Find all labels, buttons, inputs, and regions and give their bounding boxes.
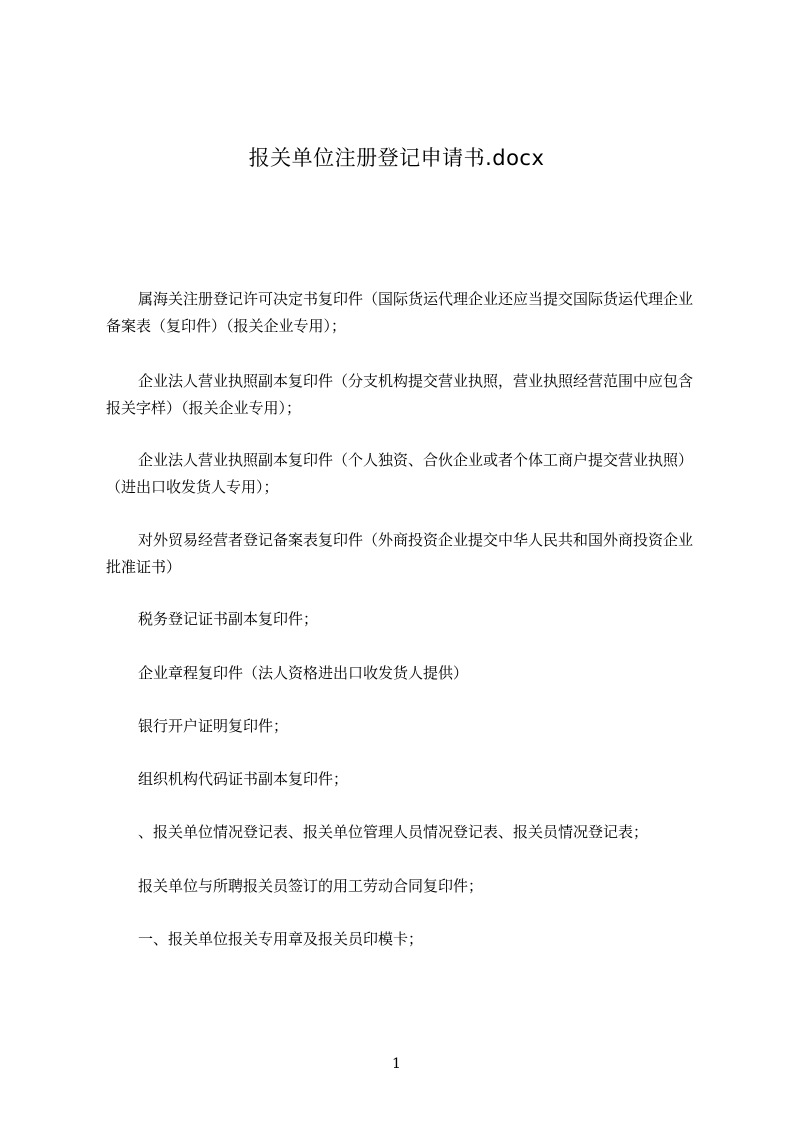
paragraph-1: 属海关注册登记许可决定书复印件（国际货运代理企业还应当提交国际货运代理企业备案表（复印件）（报关企业专用）； bbox=[106, 290, 694, 335]
paragraph-2: 企业法人营业执照副本复印件（分支机构提交营业执照，营业执照经营范围中应包含报关字样）（报关企业专用）； bbox=[106, 372, 694, 417]
paragraph-11: 一、报关单位报关专用章及报关员印模卡； bbox=[138, 930, 424, 948]
paragraph-3: 企业法人营业执照副本复印件（个人独资、合伙企业或者个体工商户提交营业执照）（进出口收发货人专用）； bbox=[106, 451, 694, 496]
paragraph-7: 银行开户证明复印件； bbox=[138, 717, 289, 735]
paragraph-4: 对外贸易经营者登记备案表复印件（外商投资企业提交中华人民共和国外商投资企业批准证书） bbox=[106, 531, 694, 576]
document-title: 报关单位注册登记申请书.docx bbox=[248, 146, 545, 170]
paragraph-5: 税务登记证书副本复印件； bbox=[138, 610, 319, 628]
paragraph-6: 企业章程复印件（法人资格进出口收发货人提供） bbox=[138, 664, 469, 682]
paragraph-8: 组织机构代码证书副本复印件； bbox=[138, 770, 349, 788]
paragraph-9: 、报关单位情况登记表、报关单位管理人员情况登记表、报关员情况登记表； bbox=[138, 823, 649, 841]
page-number: 1 bbox=[392, 1056, 401, 1072]
paragraph-10: 报关单位与所聘报关员签订的用工劳动合同复印件； bbox=[138, 877, 484, 895]
